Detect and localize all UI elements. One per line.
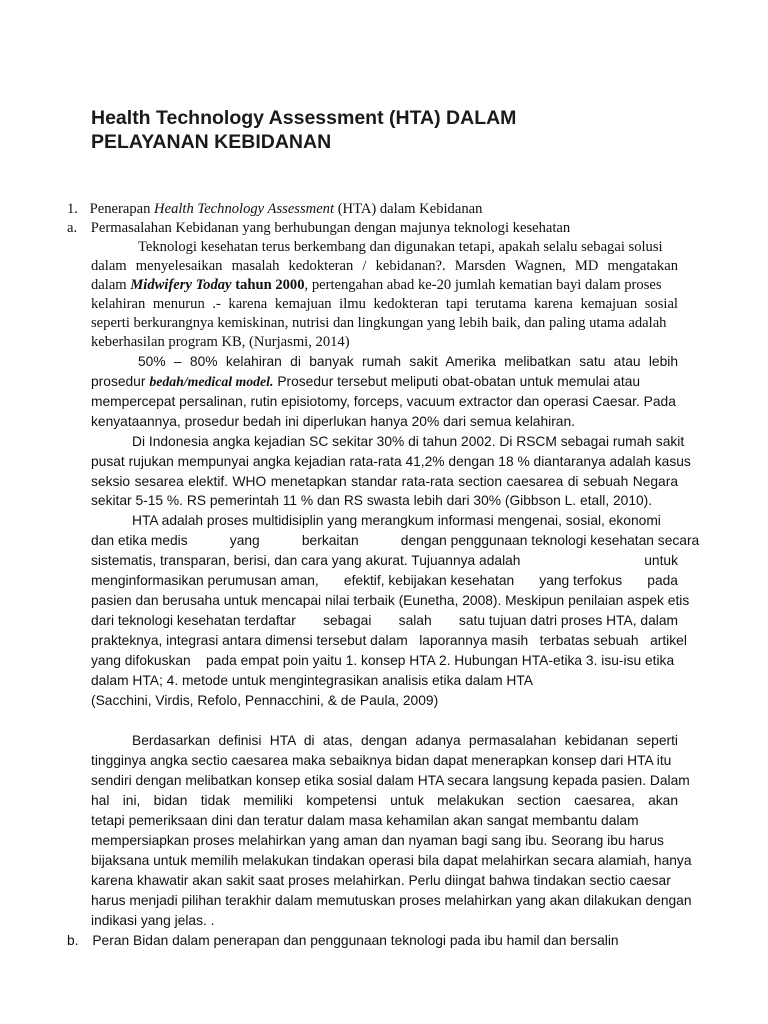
paragraph-3-line-1: Di Indonesia angka kejadian SC sekitar 30% di tahun 2002. Di RSCM sebagai rumah sakit — [132, 434, 685, 449]
paragraph-5-line-7: bijaksana untuk memilih melakukan tindakan operasi bila dapat melahirkan secara alamiah, hanya — [91, 853, 692, 868]
paragraph-3-line-4: sekitar 5-15 %. RS pemerintah 11 % dan RS swasta lebih dari 30% (Gibbson L. etall, 2010). — [91, 493, 653, 508]
paragraph-4-line-2: dan etika medis yang berkaitan dengan penggunaan teknologi kesehatan secara — [91, 533, 700, 548]
paragraph-2-line-2 — [91, 373, 678, 391]
text-run: sistematis, transparan, berisi, dan cara yang akurat. Tujuannya adalah — [91, 553, 521, 568]
document-title — [91, 106, 711, 154]
list-letter: b. — [67, 933, 79, 948]
text-run: salah — [398, 613, 432, 628]
text-run: pada — [647, 573, 678, 588]
text-run: dari teknologi kesehatan terdaftar — [91, 613, 296, 628]
paragraph-4-line-6 — [91, 612, 678, 630]
paragraph-1-line-1: Teknologi kesehatan terus berkembang dan digunakan tetapi, apakah selalu sebagai solusi — [138, 239, 663, 255]
list-item-b — [67, 932, 619, 950]
paragraph-1-line-5: seperti berkurangnya kemiskinan, nutrisi dan lingkungan yang lebih baik, dan paling utama adalah — [91, 315, 667, 331]
paragraph-4-line-5: pasien dan berusaha untuk mencapai nilai terbaik (Eunetha, 2008). Meskipun penilaian aspek etis — [91, 593, 690, 608]
emphasis-run: bedah/medical model. — [149, 374, 274, 389]
paragraph-2-line-1: 50% – 80% kelahiran di banyak rumah sakit Amerika melibatkan satu atau lebih — [138, 354, 678, 369]
paragraph-3-line-3: seksio sesarea elektif. WHO menetapkan standar rata-rata section caesarea di sebuah Negara — [91, 474, 678, 489]
paragraph-2-line-4: kenyataannya, prosedur bedah ini diperlukan hanya 20% dari semua kelahiran. — [91, 414, 575, 429]
title-line-1: Health Technology Assessment (HTA) DALAM — [91, 107, 517, 129]
paragraph-5-line-9: harus menjadi pilihan terakhir dalam memutuskan proses melahirkan yang akan dilakukan dengan — [91, 893, 692, 908]
paragraph-1-line-6: keberhasilan program KB, (Nurjasmi, 2014) — [91, 334, 350, 350]
text-run: Prosedur tersebut meliputi obat-obatan untuk memulai atau — [277, 374, 641, 389]
list-item-1 — [67, 200, 482, 218]
paragraph-4-line-1: HTA adalah proses multidisiplin yang merangkum informasi mengenai, sosial, ekonomi — [132, 513, 661, 528]
list-item-a — [67, 219, 570, 237]
text-run: yang terfokus — [539, 573, 623, 588]
list-item-text-post: (HTA) dalam Kebidanan — [337, 201, 483, 217]
paragraph-4-line-8: yang difokuskan pada empat poin yaitu 1. konsep HTA 2. Hubungan HTA-etika 3. isu-isu etika — [91, 653, 675, 668]
paragraph-5-line-2: tingginya angka sectio caesarea maka sebaiknya bidan dapat menerapkan konsep dari HTA itu — [91, 753, 672, 768]
paragraph-5-line-10: indikasi yang jelas. . — [91, 913, 215, 928]
text-run: untuk — [644, 553, 678, 568]
paragraph-5-line-8: karena khawatir akan sakit saat proses melahirkan. Perlu diingat bahwa tindakan sectio caesar — [91, 873, 671, 888]
emphasis-run: Midwifery Today — [130, 277, 232, 293]
text-run: menginformasikan perumusan aman, — [91, 573, 319, 588]
paragraph-1-line-4: kelahiran menurun .- karena kemajuan ilmu kedokteran tapi terutama karena kemajuan sosial — [91, 296, 678, 312]
text-run: prosedur — [91, 374, 146, 389]
paragraph-5-line-4: hal ini, bidan tidak memiliki kompetensi untuk melakukan section caesarea, akan — [91, 793, 678, 808]
paragraph-5-line-3: sendiri dengan melibatkan konsep etika sosial dalam HTA secara langsung kepada pasien. Dalam — [91, 773, 690, 788]
paragraph-1-line-3 — [91, 276, 678, 294]
list-letter: a. — [67, 220, 78, 236]
text-run: dalam — [91, 277, 127, 293]
text-run: sebagai — [323, 613, 372, 628]
list-number: 1. — [67, 201, 78, 217]
list-item-text: Peran Bidan dalam penerapan dan penggunaan teknologi pada ibu hamil dan bersalin — [92, 933, 619, 948]
title-line-2: PELAYANAN KEBIDANAN — [91, 131, 332, 153]
paragraph-2-line-3: mempercepat persalinan, rutin episiotomy, forceps, vacuum extractor dan operasi Caesar. Pada — [91, 394, 676, 409]
paragraph-4-line-4 — [91, 572, 678, 590]
paragraph-4-line-7: prakteknya, integrasi antara dimensi tersebut dalam laporannya masih terbatas sebuah artikel — [91, 633, 687, 648]
list-item-text: Permasalahan Kebidanan yang berhubungan dengan majunya teknologi kesehatan — [90, 220, 571, 236]
paragraph-3-line-2: pusat rujukan mempunyai angka kejadian rata-rata 41,2% dengan 18 % diantaranya adalah kasus — [91, 454, 691, 469]
text-run: efektif, kebijakan kesehatan — [343, 573, 515, 588]
list-item-text-pre: Penerapan — [89, 201, 151, 217]
paragraph-4-line-10: (Sacchini, Virdis, Refolo, Pennacchini, & de Paula, 2009) — [91, 693, 439, 708]
paragraph-5-line-6: mempersiapkan proses melahirkan yang aman dan nyaman bagi sang ibu. Seorang ibu harus — [91, 833, 664, 848]
paragraph-4-line-9: dalam HTA; 4. metode untuk mengintegrasikan analisis etika dalam HTA — [91, 673, 533, 688]
paragraph-5-line-5: tetapi pemeriksaan dini dan teratur dalam masa kehamilan akan sangat membantu dalam — [91, 813, 639, 828]
paragraph-5-line-1: Berdasarkan definisi HTA di atas, dengan adanya permasalahan kebidanan seperti — [132, 733, 678, 748]
text-run: satu tujuan datri proses HTA, dalam — [458, 613, 678, 628]
paragraph-1-line-2: dalam menyelesaikan masalah kedokteran / kebidanan?. Marsden Wagnen, MD mengatakan — [91, 258, 678, 274]
bold-run: tahun 2000 — [235, 277, 305, 293]
text-run: , pertengahan abad ke-20 jumlah kematian bayi dalam proses — [304, 277, 662, 293]
list-item-text-italic: Health Technology Assessment — [154, 201, 335, 217]
paragraph-4-line-3 — [91, 552, 678, 570]
